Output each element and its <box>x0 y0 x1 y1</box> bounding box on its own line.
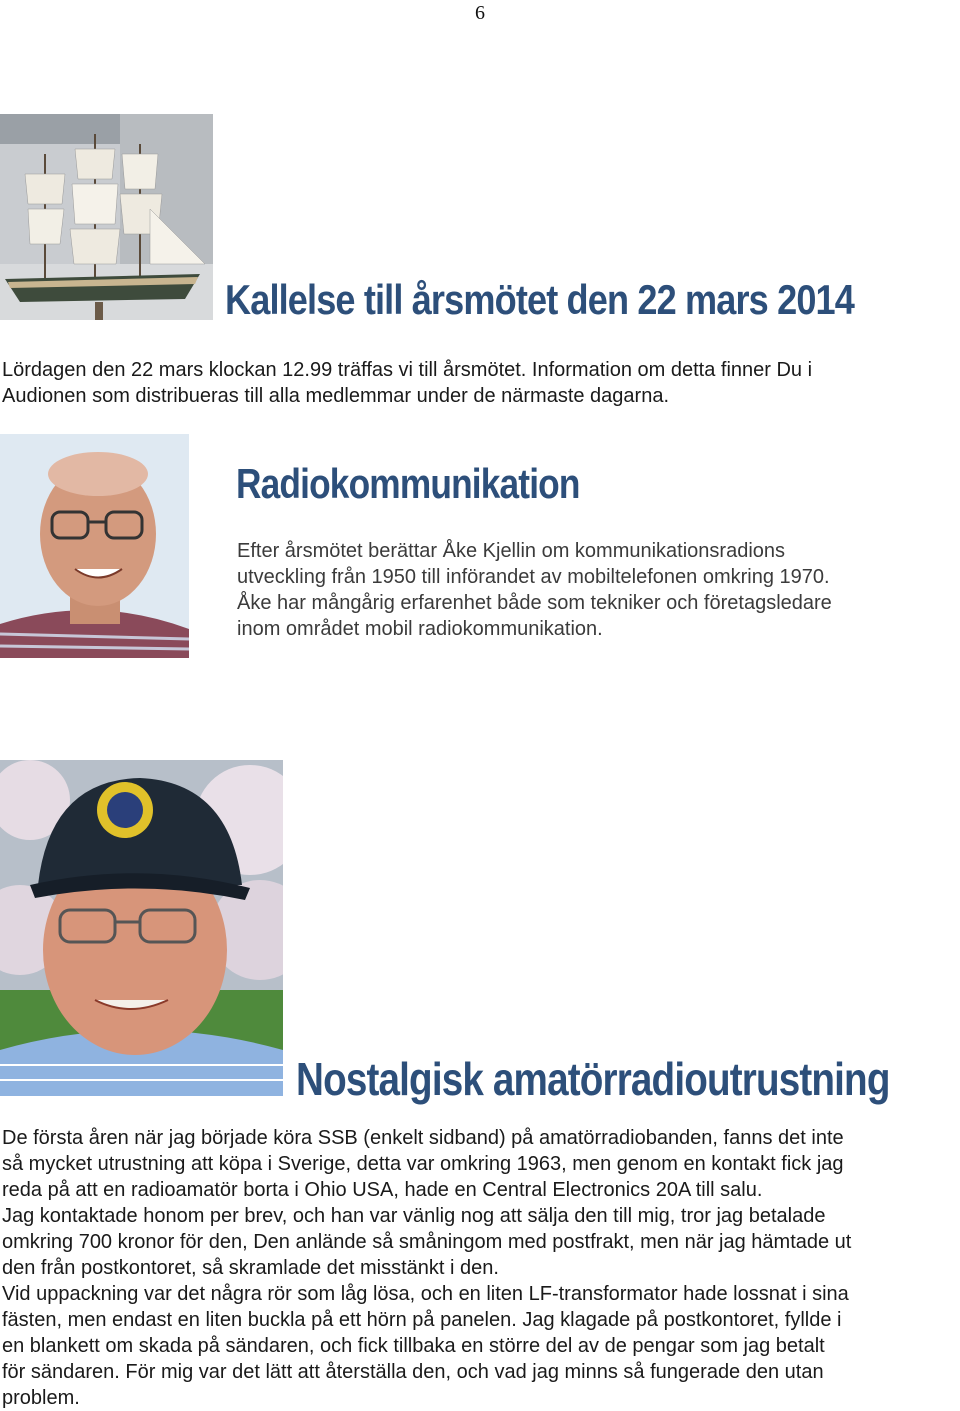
annual-meeting-heading: Kallelse till årsmötet den 22 mars 2014 <box>225 276 855 323</box>
text-line: reda på att en radioamatör borta i Ohio USA, hade en Central Electronics 20A till salu. <box>2 1179 763 1201</box>
portrait-photo-ake-kjellin <box>0 434 189 658</box>
text-line: De första åren när jag började köra SSB (enkelt sidband) på amatörradiobanden, fanns det inte <box>2 1127 844 1149</box>
page-number: 6 <box>475 2 485 24</box>
text-line: den från postkontoret, så skramlade det misstänkt i den. <box>2 1257 499 1279</box>
portrait-photo-cap-man <box>0 760 283 1096</box>
text-line: Lördagen den 22 mars klockan 12.99 träffas vi till årsmötet. Information om detta finner Du i <box>2 359 813 381</box>
text-line: Audionen som distribueras till alla medlemmar under de närmaste dagarna. <box>2 385 670 407</box>
text-line: en blankett om skada på sändaren, och fick tillbaka en större del av de pengar som jag betalt <box>2 1335 825 1357</box>
text-line: för sändaren. För mig var det lätt att återställa den, och vad jag minns så fungerade den utan <box>2 1361 824 1383</box>
text-line: Jag kontaktade honom per brev, och han var vänlig nog att sälja den till mig, tror jag betalade <box>2 1205 826 1227</box>
nostalgia-text <box>2 1125 851 1411</box>
ship-model-photo <box>0 114 213 320</box>
text-line: utveckling från 1950 till införandet av mobiltelefonen omkring 1970. <box>237 566 830 588</box>
text-line: Åke har mångårig erfarenhet både som tekniker och företagsledare <box>237 592 832 614</box>
text-line: så mycket utrustning att köpa i Sverige, detta var omkring 1963, men genom en kontakt fick jag <box>2 1153 844 1175</box>
text-line: omkring 700 kronor för den, Den anlände så småningom med postfrakt, men när jag hämtade ut <box>2 1231 852 1253</box>
text-line: problem. <box>2 1387 80 1409</box>
text-line: Efter årsmötet berättar Åke Kjellin om kommunikationsradions <box>237 540 786 562</box>
radio-communication-heading: Radiokommunikation <box>236 460 580 507</box>
nostalgia-heading: Nostalgisk amatörradioutrustning <box>296 1053 890 1105</box>
text-line: fästen, men endast en liten buckla på ett hörn på panelen. Jag klagade på postkontoret, fyllde i <box>2 1309 842 1331</box>
annual-meeting-text <box>2 357 812 409</box>
radio-communication-text <box>237 538 832 642</box>
text-line: inom området mobil radiokommunikation. <box>237 618 603 640</box>
text-line: Vid uppackning var det några rör som låg lösa, och en liten LF-transformator hade lossnat i sina <box>2 1283 849 1305</box>
